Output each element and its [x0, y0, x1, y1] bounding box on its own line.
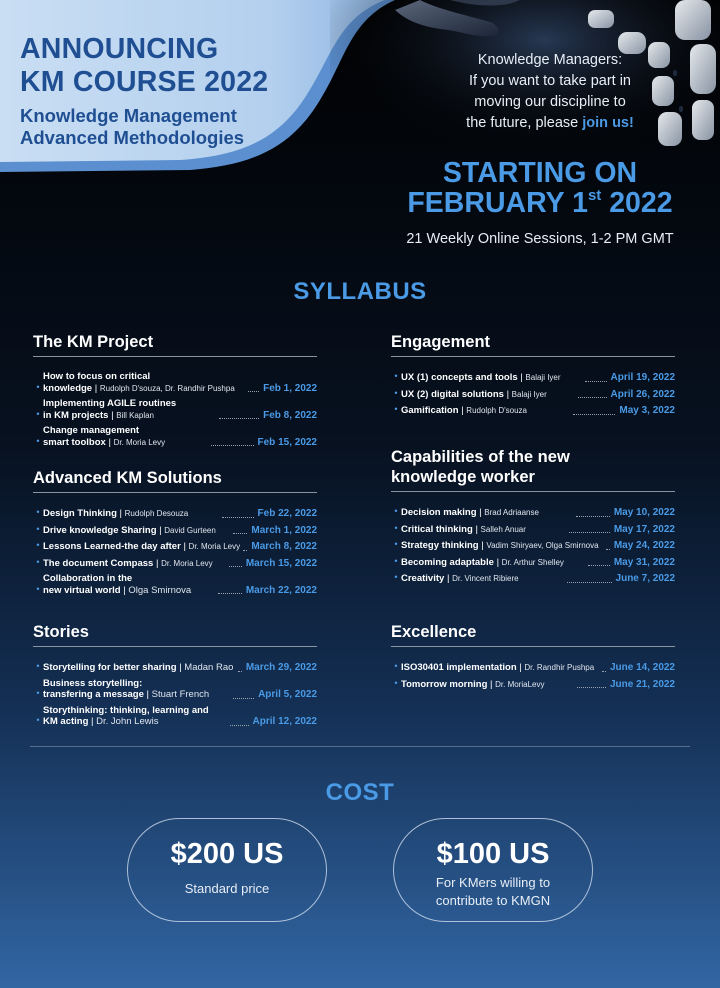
item-date: June 14, 2022 — [609, 662, 675, 673]
item-date: March 8, 2022 — [251, 541, 317, 552]
list-item: • Drive knowledge Sharing | David Gurteen March 1, 2022 — [33, 524, 317, 537]
list-item: • Decision making | Brad Adriaanse May 10, 2022 — [391, 506, 675, 519]
item-speaker: Dr. Moria Levy — [161, 558, 213, 568]
item-date: Feb 15, 2022 — [257, 436, 317, 448]
item-speaker: Rudolph D'souza, Dr. Randhir Pushpa — [99, 383, 235, 393]
dot-leader — [222, 517, 253, 518]
start-month-day: FEBRUARY 1 — [407, 187, 588, 219]
bullet-icon: • — [394, 522, 398, 533]
list-item: • Collaboration in the new virtual world | Olga Smirnova March 22, 2022 — [33, 573, 317, 596]
section-heading: Engagement — [391, 332, 675, 357]
item-title: The document Compass — [43, 557, 154, 569]
item-speaker: Dr. Vincent Ribiere — [452, 574, 519, 583]
cost-heading: COST — [325, 779, 395, 806]
sessions-info: 21 Weekly Online Sessions, 1-2 PM GMT — [406, 231, 674, 247]
item-title: ISO30401 implementation — [401, 662, 517, 673]
section-heading: Stories — [33, 622, 317, 647]
dot-leader — [576, 516, 610, 517]
item-date: May 17, 2022 — [613, 523, 675, 535]
list-item: • Design Thinking | Rudolph Desouza Feb 22, 2022 — [33, 507, 317, 520]
list-item: • The document Compass | Dr. Moria Levy March 15, 2022 — [33, 557, 317, 570]
bullet-icon: • — [36, 715, 40, 725]
intro-line-1: Knowledge Managers: — [477, 52, 623, 68]
dot-leader — [567, 582, 612, 583]
section-heading: Excellence — [391, 622, 675, 647]
section-heading — [391, 447, 675, 492]
list-item: • Tomorrow morning | Dr. MoriaLevy June 21, 2022 — [391, 678, 675, 691]
item-speaker: Olga Smirnova — [128, 584, 192, 596]
item-title: Decision making — [401, 507, 477, 518]
dot-leader — [573, 414, 616, 415]
dot-leader — [211, 445, 254, 446]
heading-line-2: knowledge worker — [391, 468, 535, 486]
section-advanced-km — [33, 468, 317, 600]
item-speaker: Rudolph Desouza — [124, 509, 189, 518]
list-item: • Critical thinking | Salleh Anuar May 17, 2022 — [391, 523, 675, 536]
dot-leader — [569, 532, 609, 533]
bullet-icon: • — [36, 583, 40, 594]
item-date: May 3, 2022 — [619, 405, 675, 416]
item-date: April 19, 2022 — [610, 372, 676, 383]
item-date: May 31, 2022 — [613, 556, 675, 568]
item-speaker: Bill Kaplan — [116, 410, 155, 420]
bullet-icon: • — [394, 404, 398, 414]
announcement-subtitle — [20, 105, 244, 149]
dot-leader — [585, 381, 607, 382]
bullet-icon: • — [36, 688, 40, 698]
list-item: • UX (2) digital solutions | Balaji Iyer April 26, 2022 — [391, 388, 675, 401]
item-speaker: Dr. MoriaLevy — [495, 679, 545, 689]
bullet-icon: • — [36, 381, 40, 392]
dot-leader — [588, 565, 609, 566]
item-date: June 7, 2022 — [615, 573, 676, 584]
section-heading: Advanced KM Solutions — [33, 468, 317, 493]
section-engagement — [391, 332, 675, 421]
dot-leader — [577, 687, 606, 688]
item-speaker: Balaji Iyer — [511, 389, 547, 399]
bullet-icon: • — [394, 506, 398, 516]
list-item: • Gamification | Rudolph D'souza May 3, 2022 — [391, 404, 675, 417]
item-speaker: David Gurteen — [164, 525, 216, 535]
item-date: March 22, 2022 — [245, 584, 317, 596]
list-item: • Implementing AGILE routines in KM projects | Bill Kaplan Feb 8, 2022 — [33, 398, 317, 421]
bullet-icon: • — [394, 387, 398, 398]
dot-leader — [219, 418, 259, 419]
list-item: • Strategy thinking | Vadim Shiryaev, Olga Smirnova May 24, 2022 — [391, 539, 675, 552]
title-line-2: KM COURSE 2022 — [20, 66, 269, 98]
dot-leader — [248, 391, 259, 392]
list-item: • Change management smart toolbox | Dr. Moria Levy Feb 15, 2022 — [33, 425, 317, 448]
dot-leader — [218, 593, 242, 594]
dot-leader — [233, 533, 247, 534]
section-stories — [33, 622, 317, 732]
item-title: Design Thinking — [43, 508, 117, 519]
dot-leader — [243, 550, 247, 551]
item-title: Becoming adaptable — [401, 556, 494, 568]
list-item: • Becoming adaptable | Dr. Arthur Shelley May 31, 2022 — [391, 556, 675, 569]
start-year: 2022 — [601, 187, 673, 219]
start-line-1: STARTING ON — [442, 157, 638, 189]
intro-text — [445, 50, 655, 134]
intro-line-4 — [445, 113, 655, 134]
dot-leader — [233, 698, 254, 699]
item-title: Storythinking: thinking, learning and — [43, 704, 209, 716]
item-speaker: Rudolph D'souza — [466, 406, 527, 415]
bullet-icon: • — [394, 555, 398, 566]
standard-price-note: Standard price — [184, 881, 270, 896]
list-item: • Creativity | Dr. Vincent Ribiere June 7, 2022 — [391, 572, 675, 585]
item-date: April 12, 2022 — [252, 716, 317, 727]
contributor-price: $100 US — [436, 838, 550, 870]
heading-line-1: Capabilities of the new — [391, 448, 570, 466]
list-item: • ISO30401 implementation | Dr. Randhir Pushpa June 14, 2022 — [391, 661, 675, 674]
item-date: May 10, 2022 — [613, 507, 675, 518]
item-title: Storytelling for better sharing — [43, 662, 177, 673]
list-item: • How to focus on critical knowledge | Rudolph D'souza, Dr. Randhir Pushpa Feb 1, 2022 — [33, 371, 317, 394]
contributor-note-line-1: For KMers willing to — [435, 875, 551, 890]
item-date: March 1, 2022 — [251, 524, 318, 536]
section-km-project — [33, 332, 317, 452]
item-speaker: Vadim Shiryaev, Olga Smirnova — [486, 541, 599, 550]
item-speaker: Madan Rao — [184, 662, 234, 673]
title-line-1: ANNOUNCING — [20, 33, 219, 65]
subtitle-line-1: Knowledge Management — [20, 105, 237, 126]
section-excellence — [391, 622, 675, 694]
item-title: Tomorrow morning — [401, 678, 488, 690]
section-capabilities — [391, 447, 675, 589]
bullet-icon: • — [36, 435, 40, 446]
bullet-icon: • — [36, 556, 40, 567]
list-item: • Lessons Learned-the day after | Dr. Moria Levy March 8, 2022 — [33, 540, 317, 553]
item-title: Gamification — [401, 405, 459, 416]
dot-leader — [602, 671, 606, 672]
start-date-heading — [390, 158, 690, 218]
item-speaker: Dr. Randhir Pushpa — [524, 663, 595, 672]
bullet-icon: • — [36, 523, 40, 534]
start-line-2 — [390, 188, 690, 218]
bullet-icon: • — [36, 408, 40, 419]
bullet-icon: • — [394, 661, 398, 671]
item-title: How to focus on critical — [43, 371, 151, 382]
item-title: Critical thinking — [401, 523, 473, 535]
contributor-price-card — [393, 818, 593, 922]
list-item: • Storytelling for better sharing | Madan Rao March 29, 2022 — [33, 661, 317, 674]
item-speaker: Brad Adriaanse — [484, 508, 539, 517]
item-speaker: Dr. Moria Levy — [113, 437, 166, 447]
item-date: June 21, 2022 — [609, 678, 675, 690]
item-title: Creativity — [401, 573, 445, 584]
item-speaker: Stuart French — [151, 689, 210, 700]
bullet-icon: • — [394, 539, 398, 549]
item-speaker: Dr. John Lewis — [96, 716, 159, 727]
join-us-link[interactable]: join us! — [582, 115, 634, 131]
syllabus-heading: SYLLABUS — [293, 278, 427, 305]
item-title: Business storytelling: — [43, 677, 143, 689]
item-title-cont: smart toolbox — [43, 436, 106, 448]
standard-price-card — [127, 818, 327, 922]
item-title-cont: new virtual world — [43, 584, 121, 596]
list-item: • Storythinking: thinking, learning and KM acting | Dr. John Lewis April 12, 2022 — [33, 705, 317, 728]
item-title: UX (1) concepts and tools — [401, 372, 518, 383]
item-title: Collaboration in the — [43, 573, 133, 584]
item-date: Feb 8, 2022 — [263, 409, 318, 421]
dot-leader — [578, 397, 606, 398]
item-title: Lessons Learned-the day after — [43, 541, 181, 552]
list-item: • UX (1) concepts and tools | Balaji Iyer April 19, 2022 — [391, 371, 675, 384]
item-speaker: Dr. Arthur Shelley — [501, 557, 564, 567]
item-title: Strategy thinking — [401, 540, 479, 551]
standard-price: $200 US — [170, 838, 284, 870]
item-title-cont: KM acting — [43, 716, 89, 727]
bullet-icon: • — [36, 540, 40, 550]
intro-line-3: moving our discipline to — [474, 94, 626, 110]
intro-line-2: If you want to take part in — [468, 73, 631, 89]
dot-leader — [230, 725, 248, 726]
item-date: April 26, 2022 — [610, 388, 675, 400]
bullet-icon: • — [394, 572, 398, 582]
item-title: Drive knowledge Sharing — [43, 524, 157, 536]
item-title-cont: in KM projects — [43, 409, 109, 421]
item-date: April 5, 2022 — [258, 689, 317, 700]
announcement-title — [20, 33, 268, 99]
bullet-icon: • — [394, 677, 398, 688]
subtitle-line-2: Advanced Methodologies — [20, 127, 245, 148]
item-speaker: Dr. Moria Levy — [188, 542, 241, 551]
item-title: Implementing AGILE routines — [43, 398, 177, 409]
item-date: March 15, 2022 — [245, 557, 318, 569]
dot-leader — [229, 566, 242, 567]
item-title-cont: knowledge — [43, 382, 93, 394]
start-ordinal: st — [587, 187, 602, 204]
bullet-icon: • — [36, 507, 40, 517]
intro-line-4-text: the future, please — [466, 115, 579, 131]
section-heading: The KM Project — [33, 332, 317, 357]
dot-leader — [606, 549, 610, 550]
item-title: UX (2) digital solutions — [401, 388, 504, 400]
item-date: Feb 1, 2022 — [263, 382, 318, 394]
item-date: May 24, 2022 — [613, 540, 675, 551]
item-speaker: Salleh Anuar — [480, 524, 526, 534]
section-divider — [30, 746, 690, 747]
bullet-icon: • — [394, 371, 398, 381]
item-date: March 29, 2022 — [245, 662, 317, 673]
item-date: Feb 22, 2022 — [257, 508, 318, 519]
item-title: Change management — [43, 425, 140, 436]
dot-leader — [238, 671, 242, 672]
item-speaker: Balaji Iyer — [525, 373, 561, 382]
bullet-icon: • — [36, 661, 40, 671]
contributor-note-line-2: contribute to KMGN — [435, 893, 551, 908]
list-item: • Business storytelling: transfering a message | Stuart French April 5, 2022 — [33, 678, 317, 701]
item-title-cont: transfering a message — [43, 689, 144, 700]
